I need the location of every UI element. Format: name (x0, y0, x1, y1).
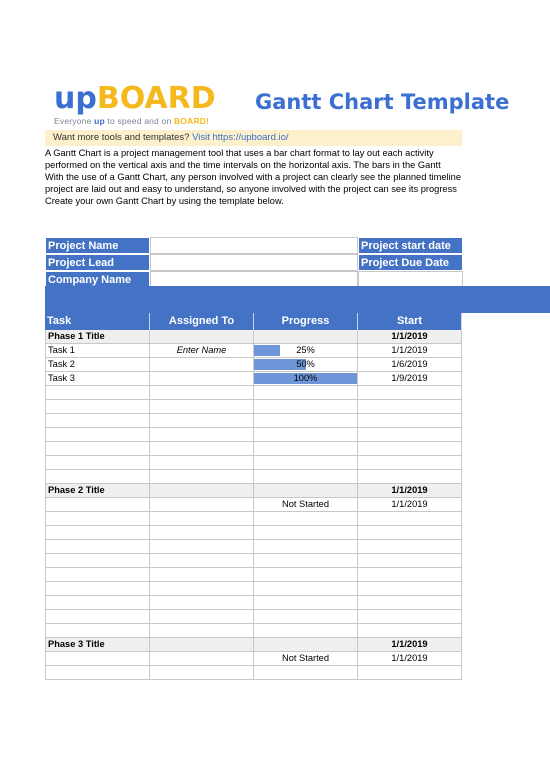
phase-start: 1/1/2019 (358, 484, 462, 498)
project-due-date-label: Project Due Date (358, 254, 463, 271)
task-name-cell[interactable] (45, 624, 150, 638)
progress-cell[interactable] (254, 540, 358, 554)
progress-cell[interactable] (254, 652, 358, 666)
progress-cell[interactable] (254, 610, 358, 624)
description-line: project are laid out and easy to understand, so anyone involved with the project can see its progress (45, 184, 457, 195)
assigned-to-cell[interactable] (150, 442, 254, 456)
progress-cell[interactable] (254, 554, 358, 568)
phase-title: Phase 1 Title (45, 330, 150, 344)
assigned-to-cell[interactable] (150, 386, 254, 400)
progress-cell[interactable] (254, 470, 358, 484)
task-name-cell[interactable] (45, 666, 150, 680)
assigned-to-cell[interactable] (150, 414, 254, 428)
upboard-logo (54, 81, 216, 126)
progress-cell[interactable] (254, 400, 358, 414)
assigned-to-cell[interactable] (150, 554, 254, 568)
description-line: Create your own Gantt Chart by using the template below. (45, 196, 284, 207)
start-date-cell[interactable] (358, 568, 462, 582)
tagline-mid: to speed and on (104, 116, 174, 126)
start-date-cell[interactable] (358, 442, 462, 456)
assigned-to-cell[interactable] (150, 526, 254, 540)
start-date-cell[interactable]: 1/1/2019 (358, 344, 462, 358)
start-date-cell[interactable] (358, 540, 462, 554)
logo-wordmark (54, 81, 216, 116)
task-name-cell[interactable] (45, 652, 150, 666)
tagline-up: up (94, 116, 105, 126)
promo-banner (45, 130, 462, 146)
logo-tagline (54, 116, 216, 126)
project-name-label: Project Name (45, 237, 150, 254)
project-lead-field[interactable] (150, 254, 358, 271)
assigned-to-cell[interactable] (150, 652, 254, 666)
phase-assigned-cell[interactable] (150, 484, 254, 498)
company-name-label: Company Name (45, 271, 150, 288)
logo-board: BOARD (96, 81, 216, 116)
assigned-to-cell[interactable] (150, 372, 254, 386)
task-name-cell[interactable] (45, 582, 150, 596)
progress-cell[interactable] (254, 414, 358, 428)
phase-assigned-cell[interactable] (150, 330, 254, 344)
promo-link[interactable]: Visit https://upboard.io/ (192, 132, 289, 143)
assigned-to-cell[interactable] (150, 470, 254, 484)
start-date-cell[interactable] (358, 470, 462, 484)
assigned-to-cell[interactable]: Enter Name (150, 344, 254, 358)
start-date-cell[interactable] (358, 512, 462, 526)
progress-cell[interactable] (254, 526, 358, 540)
progress-value: 50% (296, 359, 315, 369)
start-date-cell[interactable]: 1/1/2019 (358, 498, 462, 512)
progress-cell[interactable] (254, 456, 358, 470)
assigned-to-cell[interactable] (150, 610, 254, 624)
assigned-to-cell[interactable] (150, 540, 254, 554)
description-line: performed on the vertical axis and the time intervals on the horizontal axis. The bars in the Gantt (45, 160, 441, 171)
phase-progress-cell[interactable] (254, 330, 358, 344)
task-name-cell[interactable] (45, 568, 150, 582)
start-date-cell[interactable] (358, 456, 462, 470)
task-name-cell[interactable]: Task 3 (45, 372, 150, 386)
project-start-date-label: Project start date (358, 237, 463, 254)
progress-cell[interactable] (254, 624, 358, 638)
header-start: Start (358, 313, 462, 330)
start-date-cell[interactable] (358, 554, 462, 568)
start-date-cell[interactable] (358, 596, 462, 610)
start-date-cell[interactable] (358, 386, 462, 400)
assigned-to-cell[interactable] (150, 358, 254, 372)
assigned-to-cell[interactable] (150, 456, 254, 470)
assigned-to-cell[interactable] (150, 498, 254, 512)
task-name-cell[interactable] (45, 400, 150, 414)
progress-value: Not Started (281, 499, 330, 509)
start-date-cell[interactable]: 1/9/2019 (358, 372, 462, 386)
assigned-to-cell[interactable] (150, 624, 254, 638)
progress-cell[interactable] (254, 582, 358, 596)
header-progress: Progress (254, 313, 358, 330)
progress-cell[interactable] (254, 498, 358, 512)
progress-cell[interactable] (254, 512, 358, 526)
task-name-cell[interactable] (45, 596, 150, 610)
progress-cell[interactable] (254, 358, 358, 372)
start-date-cell[interactable] (358, 582, 462, 596)
progress-cell[interactable] (254, 568, 358, 582)
task-name-cell[interactable] (45, 526, 150, 540)
start-date-cell[interactable] (358, 624, 462, 638)
phase-title: Phase 2 Title (45, 484, 150, 498)
task-name-cell[interactable] (45, 610, 150, 624)
start-date-cell[interactable] (358, 526, 462, 540)
header-task: Task (45, 313, 150, 330)
task-name-cell[interactable] (45, 470, 150, 484)
phase-title: Phase 3 Title (45, 638, 150, 652)
phase-assigned-cell[interactable] (150, 638, 254, 652)
progress-value: Not Started (281, 653, 330, 663)
description-line: With the use of a Gantt Chart, any person involved with a project can clearly see the planned timeline (45, 172, 462, 183)
project-lead-label: Project Lead (45, 254, 150, 271)
page-title: Gantt Chart Template (255, 90, 510, 114)
tagline-prefix: Everyone (54, 116, 95, 126)
start-date-cell[interactable] (358, 400, 462, 414)
assigned-to-cell[interactable] (150, 568, 254, 582)
phase-start: 1/1/2019 (358, 330, 462, 344)
progress-cell[interactable] (254, 372, 358, 386)
description (45, 147, 463, 207)
task-name-cell[interactable] (45, 540, 150, 554)
assigned-to-cell[interactable] (150, 428, 254, 442)
start-date-cell[interactable]: 1/1/2019 (358, 652, 462, 666)
assigned-to-cell[interactable] (150, 582, 254, 596)
task-name-cell[interactable] (45, 386, 150, 400)
task-name-cell[interactable] (45, 512, 150, 526)
timeline-band (45, 286, 550, 313)
task-name-cell[interactable] (45, 498, 150, 512)
promo-text: Want more tools and templates? (53, 132, 190, 143)
header-assigned-to: Assigned To (150, 313, 254, 330)
task-name-cell[interactable]: Task 2 (45, 358, 150, 372)
progress-cell[interactable] (254, 344, 358, 358)
start-date-cell[interactable] (358, 428, 462, 442)
tagline-board: BOARD! (173, 116, 210, 126)
progress-cell[interactable] (254, 666, 358, 680)
phase-start: 1/1/2019 (358, 638, 462, 652)
task-name-cell[interactable] (45, 456, 150, 470)
assigned-to-cell[interactable] (150, 512, 254, 526)
logo-up: up (54, 81, 97, 116)
start-date-cell[interactable] (358, 610, 462, 624)
start-date-cell[interactable] (358, 666, 462, 680)
start-date-cell[interactable] (358, 414, 462, 428)
phase-progress-cell[interactable] (254, 638, 358, 652)
assigned-to-cell[interactable] (150, 666, 254, 680)
description-line: A Gantt Chart is a project management tool that uses a bar chart format to lay out each activity (45, 148, 434, 158)
phase-progress-cell[interactable] (254, 484, 358, 498)
assigned-to-cell[interactable] (150, 400, 254, 414)
task-name-cell[interactable] (45, 442, 150, 456)
assigned-to-cell[interactable] (150, 596, 254, 610)
progress-cell[interactable] (254, 442, 358, 456)
task-name-cell[interactable] (45, 554, 150, 568)
progress-cell[interactable] (254, 428, 358, 442)
task-name-cell[interactable] (45, 414, 150, 428)
project-name-field[interactable] (150, 237, 358, 254)
task-name-cell[interactable]: Task 1 (45, 344, 150, 358)
start-date-cell[interactable]: 1/6/2019 (358, 358, 462, 372)
progress-cell[interactable] (254, 596, 358, 610)
task-name-cell[interactable] (45, 428, 150, 442)
progress-cell[interactable] (254, 386, 358, 400)
progress-value: 25% (296, 345, 315, 355)
progress-value: 100% (293, 373, 318, 383)
